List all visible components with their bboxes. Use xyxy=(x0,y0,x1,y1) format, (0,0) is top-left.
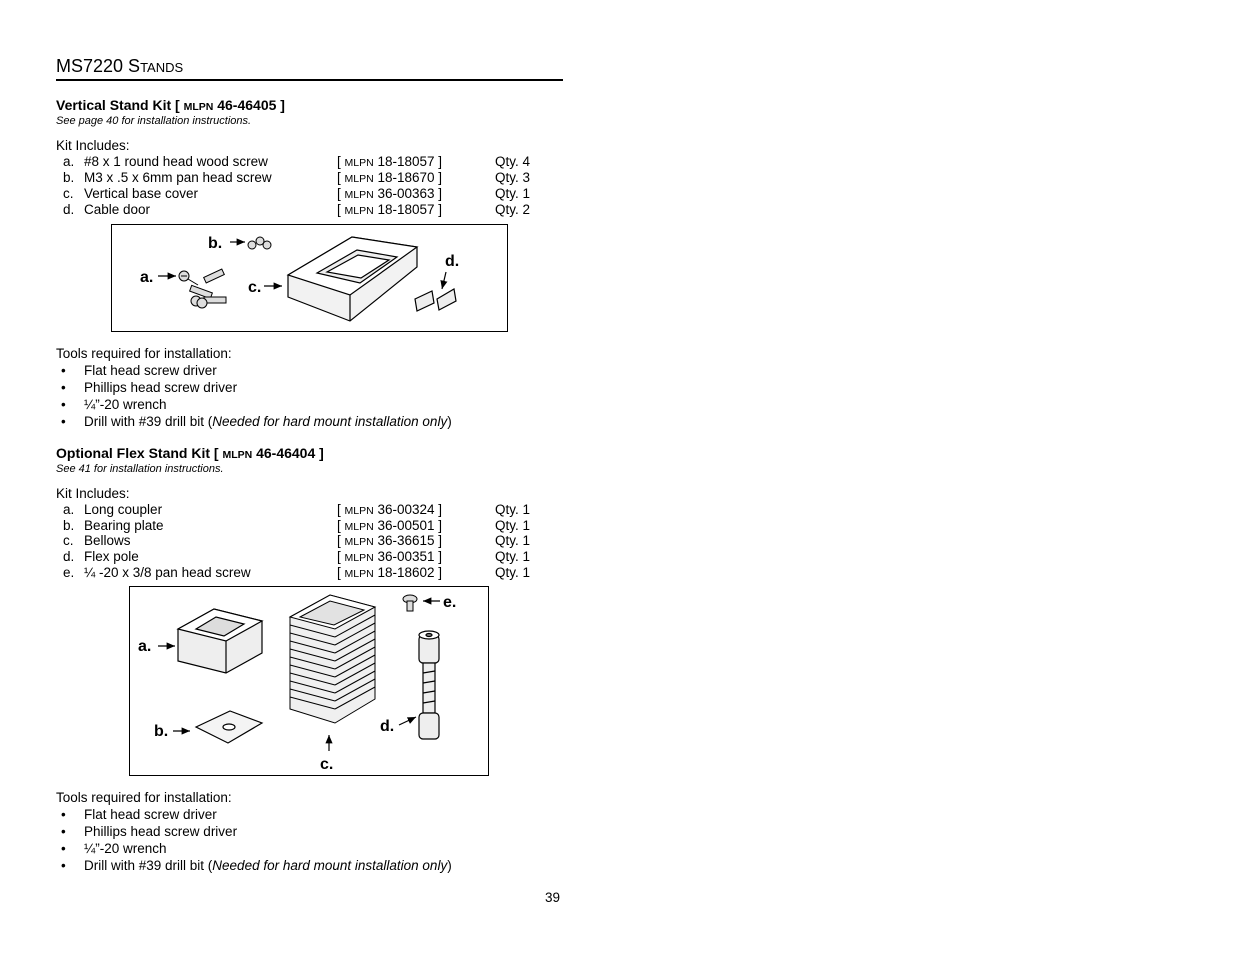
kit2-heading: Optional Flex Stand Kit [ MLPN 46-46404 ] xyxy=(56,445,324,461)
fig1-label-c: c. xyxy=(248,279,262,296)
pan-screws-part xyxy=(248,237,271,249)
part-number: [ MLPN 18-18670 ] xyxy=(337,170,443,185)
long-coupler-part xyxy=(178,609,262,673)
kit2-figure xyxy=(129,586,489,776)
kit1-heading: Vertical Stand Kit [ MLPN 46-46405 ] xyxy=(56,97,285,113)
bearing-plate-part xyxy=(196,711,262,743)
kit1-item-d: d. Cable door [ MLPN 18-18057 ] Qty. 2 xyxy=(63,202,531,217)
page-number: 39 xyxy=(545,890,561,905)
fig1-label-a: a. xyxy=(140,269,154,286)
part-number: [ MLPN 36-00363 ] xyxy=(337,186,443,201)
kit2-item-e: e. ¼ -20 x 3/8 pan head screw [ MLPN 18-18602 ] Qty. 1 xyxy=(63,565,531,580)
part-number: [ MLPN 36-00501 ] xyxy=(337,518,443,533)
kit2-item-c: c. Bellows [ MLPN 36-36615 ] Qty. 1 xyxy=(63,533,531,548)
cable-doors-part xyxy=(415,289,456,311)
fig1-label-d: d. xyxy=(445,253,460,270)
fig1-label-b: b. xyxy=(208,235,223,252)
kit1-item-c: c. Vertical base cover [ MLPN 36-00363 ] Qty. 1 xyxy=(63,186,531,201)
flex-pole-part xyxy=(419,631,439,739)
part-number: [ MLPN 36-36615 ] xyxy=(337,533,443,548)
page-title: MS7220 STANDS xyxy=(56,56,184,76)
fig2-label-e: e. xyxy=(443,594,457,611)
part-number: [ MLPN 18-18057 ] xyxy=(337,154,443,169)
fig2-label-a: a. xyxy=(138,638,152,655)
part-number: [ MLPN 18-18602 ] xyxy=(337,565,443,580)
kit1-includes-label: Kit Includes: xyxy=(56,138,130,153)
base-cover-part xyxy=(288,237,417,321)
part-number: [ MLPN 36-00324 ] xyxy=(337,502,443,517)
kit2-item-a: a. Long coupler [ MLPN 36-00324 ] Qty. 1 xyxy=(63,502,531,517)
fig2-label-b: b. xyxy=(154,723,169,740)
kit2-includes-label: Kit Includes: xyxy=(56,486,130,501)
kit1-figure xyxy=(111,224,508,332)
wood-screws-part xyxy=(179,269,226,308)
bellows-part xyxy=(290,595,375,723)
fig2-label-c: c. xyxy=(320,756,334,773)
part-number: [ MLPN 18-18057 ] xyxy=(337,202,443,217)
kit1-tools-label: Tools required for installation: xyxy=(56,346,232,361)
kit1-item-a: a. #8 x 1 round head wood screw [ MLPN 18-18057 ] Qty. 4 xyxy=(63,154,531,169)
kit2-illustration xyxy=(130,587,488,775)
kit2-note: See 41 for installation instructions. xyxy=(56,463,224,475)
kit1-item-b: b. M3 x .5 x 6mm pan head screw [ MLPN 18-18670 ] Qty. 3 xyxy=(63,170,531,185)
title-rule xyxy=(56,79,563,81)
part-number: [ MLPN 36-00351 ] xyxy=(337,549,443,564)
fig2-label-d: d. xyxy=(380,718,395,735)
kit2-item-d: d. Flex pole [ MLPN 36-00351 ] Qty. 1 xyxy=(63,549,531,564)
arrow-d xyxy=(399,717,416,725)
pan-head-screw-part xyxy=(403,595,417,611)
kit2-tools-label: Tools required for installation: xyxy=(56,790,232,805)
kit2-item-b: b. Bearing plate [ MLPN 36-00501 ] Qty. 1 xyxy=(63,518,531,533)
kit1-note: See page 40 for installation instructions. xyxy=(56,115,252,127)
arrow-d xyxy=(442,272,446,289)
kit1-illustration xyxy=(112,225,507,331)
